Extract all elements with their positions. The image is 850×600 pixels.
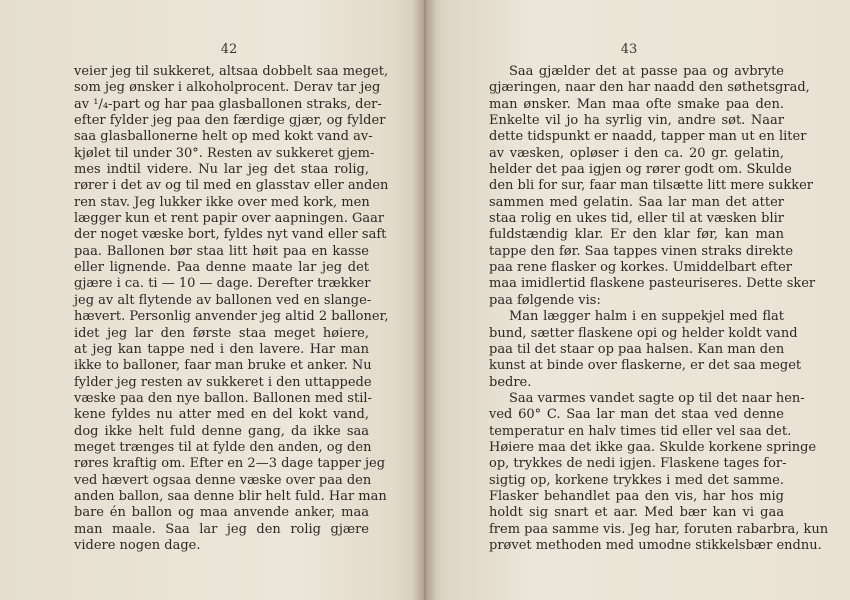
text-line: staa rolig en ukes tid, eller til at væsken blir xyxy=(489,211,784,227)
text-line: mes indtil videre. Nu lar jeg det staa rolig, xyxy=(74,162,369,178)
text-line: frem paa samme vis. Jeg har, foruten rabarbra, kun xyxy=(489,521,829,537)
text-line: man maale. Saa lar jeg den rolig gjære xyxy=(74,521,369,537)
text-line: at jeg kan tappe ned i den lavere. Har man xyxy=(74,341,369,357)
text-line: Man lægger halm i en suppekjel med flat xyxy=(509,309,784,325)
text-line: Flasker behandlet paa den vis, har hos mig xyxy=(489,488,784,504)
text-line: veier jeg til sukkeret, altsaa dobbelt saa meget, xyxy=(74,64,389,79)
left-page-text xyxy=(74,64,389,554)
text-line: bare én ballon og maa anvende anker, maa xyxy=(74,505,369,521)
text-line: holdt sig snart et aar. Med bær kan vi gaa xyxy=(489,505,784,521)
text-line: prøvet methoden med umodne stikkelsbær endnu. xyxy=(489,537,822,553)
text-line: Saa gjælder det at passe paa og avbryte xyxy=(509,64,784,79)
text-line: væske paa den nye ballon. Ballonen med stil- xyxy=(74,390,372,406)
text-line: videre nogen dage. xyxy=(74,537,201,553)
text-line: tappe den før. Saa tappes vinen straks direkte xyxy=(489,243,794,259)
text-line: man ønsker. Man maa ofte smake paa den. xyxy=(489,96,784,112)
text-line: helder det paa igjen og rører godt om. Skulde xyxy=(489,162,792,178)
text-line: dette tidspunkt er naadd, tapper man ut en liter xyxy=(489,129,807,145)
page-number-right: 43 xyxy=(620,42,638,57)
text-line: den bli for sur, faar man tilsætte litt mere sukker xyxy=(489,178,813,194)
text-line: paa til det staar op paa halsen. Kan man den xyxy=(489,341,785,357)
right-page xyxy=(425,0,850,600)
text-line: meget trænges til at fylde den anden, og den xyxy=(74,439,372,455)
text-line: dog ikke helt fuld denne gang, da ikke saa xyxy=(74,423,369,439)
text-line: ikke to balloner, faar man bruke et anker. Nu xyxy=(74,358,372,374)
text-line: maa imidlertid flaskene pasteuriseres. Dette sker xyxy=(489,276,816,292)
text-line: der noget væske bort, fyldes nyt vand eller saft xyxy=(74,227,387,243)
text-line: sammen med gelatin. Saa lar man det atter xyxy=(489,194,784,210)
text-line: bund, sætter flaskene opi og helder koldt vand xyxy=(489,325,798,341)
text-line: bedre. xyxy=(489,374,532,390)
text-line: Enkelte vil jo ha syrlig vin, andre søt. Naar xyxy=(489,113,784,129)
page-number-left: 42 xyxy=(220,42,238,57)
text-line: lægger kun et rent papir over aapningen. Gaar xyxy=(74,211,385,227)
text-line: fylder jeg resten av sukkeret i den uttappede xyxy=(74,374,372,390)
text-line: kunst at binde over flaskerne, er det saa meget xyxy=(489,358,802,374)
text-line: paa rene flasker og korkes. Umiddelbart efter xyxy=(489,260,792,276)
text-line: sigtig op, korkene trykkes i med det samme. xyxy=(489,472,784,488)
text-line: paa følgende vis: xyxy=(489,292,601,308)
text-line: som jeg ønsker i alkoholprocent. Derav tar jeg xyxy=(74,80,381,96)
text-line: rører i det av og til med en glasstav eller anden xyxy=(74,178,389,194)
text-line: av ¹/₄-part og har paa glasballonen straks, der- xyxy=(74,96,382,112)
text-line: gjære i ca. ti — 10 — dage. Derefter trækker xyxy=(74,276,371,292)
text-line: efter fylder jeg paa den færdige gjær, og fylder xyxy=(74,113,386,129)
text-line: ved hævert ogsaa denne væske over paa den xyxy=(74,472,372,488)
text-line: hævert. Personlig anvender jeg altid 2 balloner, xyxy=(74,309,389,325)
text-line: fuldstændig klar. Er den klar før, kan man xyxy=(489,227,784,243)
right-page-text xyxy=(489,64,829,554)
book-gutter xyxy=(413,0,437,600)
text-line: ren stav. Jeg lukker ikke over med kork, men xyxy=(74,194,370,210)
text-line: kene fyldes nu atter med en del kokt vand, xyxy=(74,407,369,423)
text-line: av væsken, opløser i den ca. 20 gr. gelatin, xyxy=(489,145,784,161)
text-line: Høiere maa det ikke gaa. Skulde korkene springe xyxy=(489,439,817,455)
text-line: røres kraftig om. Efter en 2—3 dage tapper jeg xyxy=(74,456,386,472)
text-line: anden ballon, saa denne blir helt fuld. Har man xyxy=(74,488,387,504)
text-line: eller lignende. Paa denne maate lar jeg det xyxy=(74,260,369,276)
text-line: jeg av alt flytende av ballonen ved en slange- xyxy=(74,292,372,308)
text-line: Saa varmes vandet sagte op til det naar hen- xyxy=(509,390,805,406)
text-line: saa glasballonerne helt op med kokt vand av- xyxy=(74,129,373,145)
text-line: ved 60° C. Saa lar man det staa ved denne xyxy=(489,407,784,423)
text-line: paa. Ballonen bør staa litt høit paa en kasse xyxy=(74,243,369,259)
text-line: gjæringen, naar den har naadd den søthetsgrad, xyxy=(489,80,810,96)
text-line: kjølet til under 30°. Resten av sukkeret gjem- xyxy=(74,145,375,161)
text-line: temperatur en halv times tid eller vel saa det. xyxy=(489,423,792,439)
text-line: op, trykkes de nedi igjen. Flaskene tages for- xyxy=(489,456,787,472)
text-line: idet jeg lar den første staa meget høiere, xyxy=(74,325,369,341)
